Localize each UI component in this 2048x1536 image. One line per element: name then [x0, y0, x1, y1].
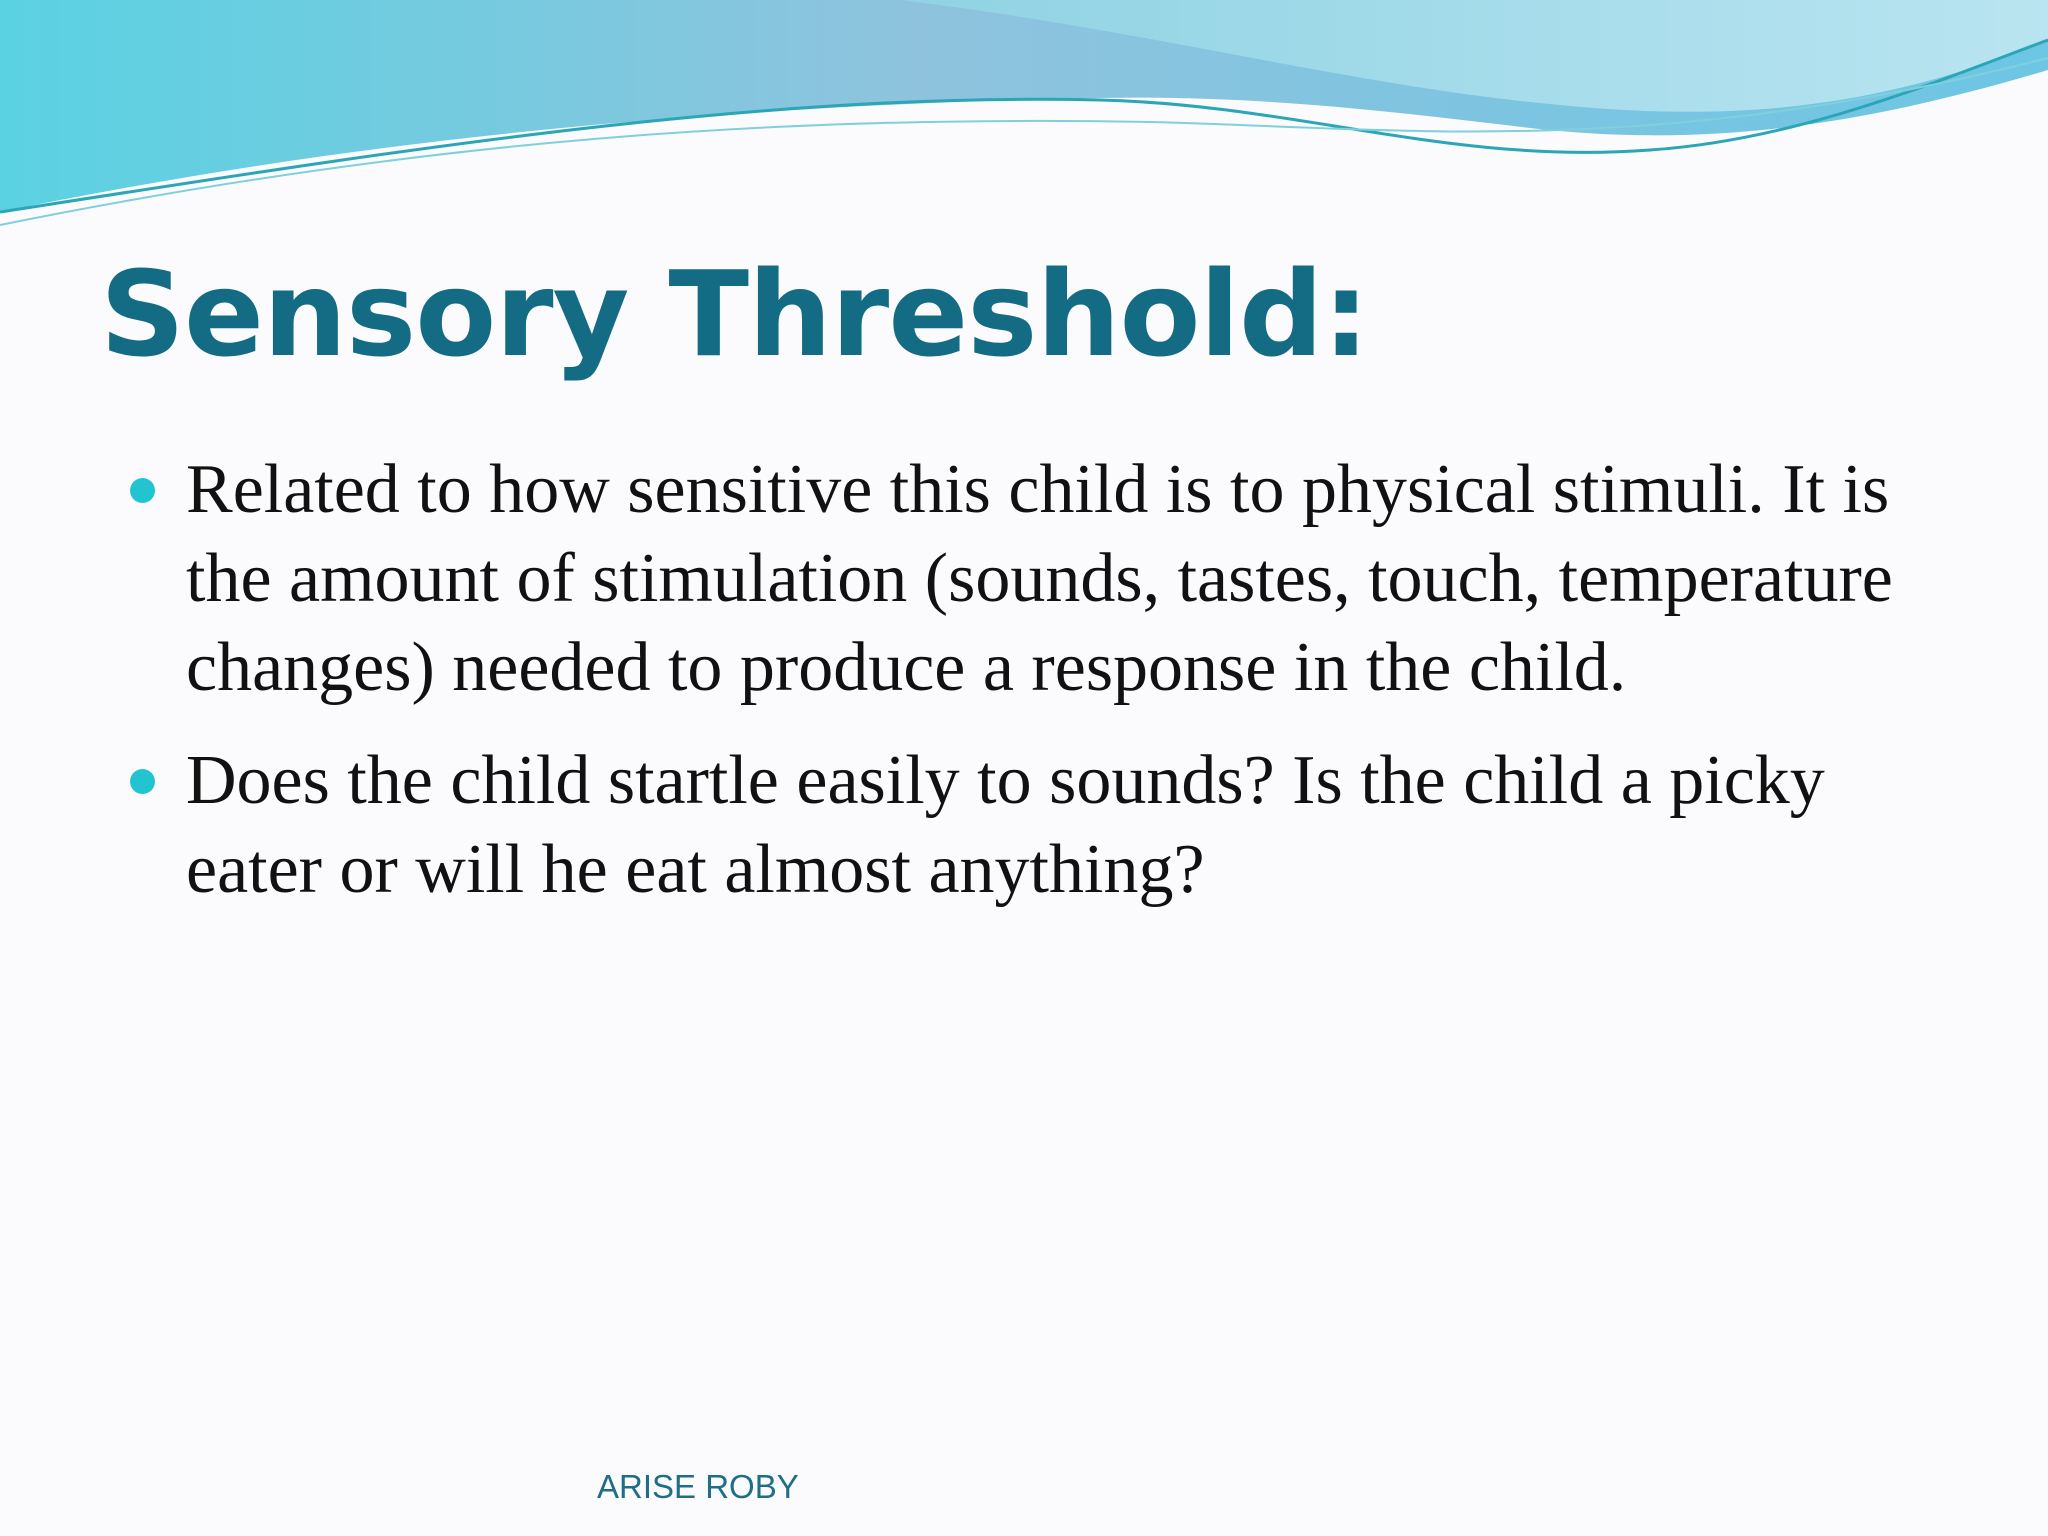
bullet-dot-icon	[130, 769, 155, 794]
header-wave-decoration	[0, 0, 2048, 240]
bullet-item	[130, 445, 1930, 712]
bullet-text: Related to how sensitive this child is to physical stimuli. It is the amount of stimulation (sounds, tastes, touch, temperature changes) needed to produce a response in the child.	[186, 451, 1893, 706]
footer-author: ARISE ROBY	[597, 1468, 799, 1505]
bullet-text: Does the child startle easily to sounds? Is the child a picky eater or will he eat almost anything?	[186, 742, 1825, 908]
bullet-dot-icon	[130, 478, 155, 503]
slide-title: Sensory Threshold:	[100, 245, 1369, 383]
bullet-list	[130, 445, 1930, 938]
bullet-item	[130, 736, 1930, 914]
